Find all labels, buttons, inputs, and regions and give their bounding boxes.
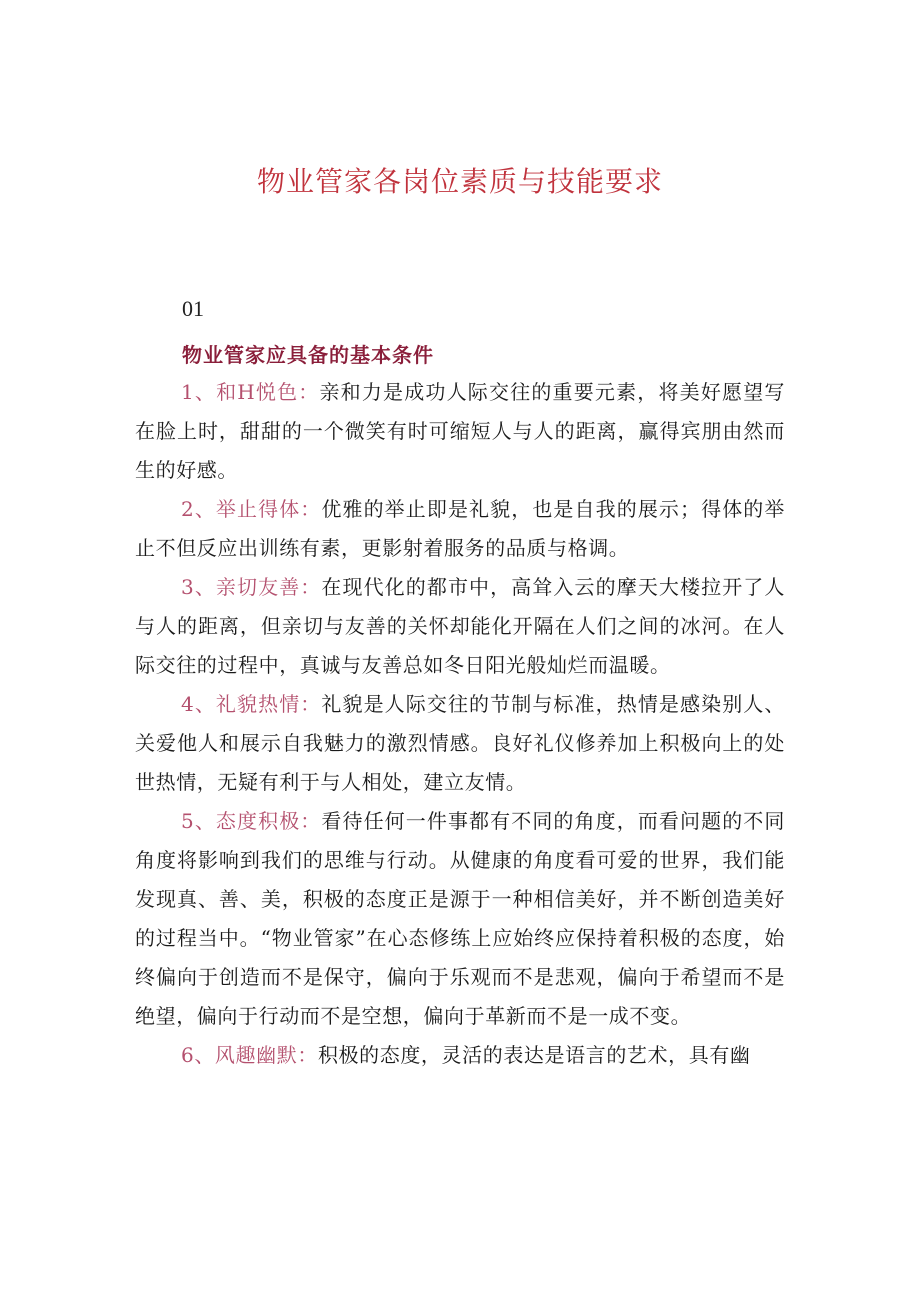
paragraph-item-4 — [135, 685, 785, 802]
document-title: 物业管家各岗位素质与技能要求 — [256, 165, 663, 198]
document-body — [135, 373, 785, 1075]
paragraph-label: 2、举止得体： — [181, 497, 322, 521]
paragraph-label: 1、和H悦色： — [181, 380, 320, 404]
paragraph-text: 在现代化的都市中，高耸入云的摩天大楼拉开了人与人的距离，但亲切与友善的关怀却能化开隔在人们之间的冰河。在人际交往的过程中，真诚与友善总如冬日阳光般灿烂而温暖。 — [135, 575, 785, 677]
paragraph-label: 3、亲切友善： — [181, 575, 322, 599]
paragraph-text: 亲和力是成功人际交往的重要元素，将美好愿望写在脸上时，甜甜的一个微笑有时可缩短人与人的距离，赢得宾朋由然而生的好感。 — [135, 380, 786, 482]
paragraph-item-3 — [135, 568, 785, 685]
paragraph-text: 积极的态度，灵活的表达是语言的艺术，具有幽 — [317, 1043, 751, 1067]
paragraph-label: 4、礼貌热情： — [181, 692, 322, 716]
paragraph-item-1 — [135, 373, 785, 490]
paragraph-text: 优雅的举止即是礼貌，也是自我的展示；得体的举止不但反应出训练有素，更影射着服务的品质与格调。 — [135, 497, 785, 560]
paragraph-item-5 — [135, 802, 785, 1036]
paragraph-item-6 — [135, 1036, 785, 1075]
section-number: 01 — [182, 296, 204, 321]
paragraph-text: 礼貌是人际交往的节制与标准，热情是感染别人、关爱他人和展示自我魅力的激烈情感。良好礼仪修养加上积极向上的处世热情，无疑有利于与人相处，建立友情。 — [135, 692, 785, 794]
section-heading: 物业管家应具备的基本条件 — [182, 343, 434, 367]
paragraph-text: 看待任何一件事都有不同的角度，而看问题的不同角度将影响到我们的思维与行动。从健康的角度看可爱的世界，我们能发现真、善、美，积极的态度正是源于一种相信美好，并不断创造美好的过程当中。“物业管家”在心态修练上应始终应保持着积极的态度，始终偏向于创造而不是保守，偏向于乐观而不是悲观，偏向于希望而不是绝望，偏向于行动而不是空想，偏向于革新而不是一成不变。 — [135, 809, 785, 1028]
paragraph-label: 5、态度积极： — [181, 809, 322, 833]
paragraph-label: 6、风趣幽默： — [181, 1043, 318, 1067]
paragraph-item-2 — [135, 490, 785, 568]
